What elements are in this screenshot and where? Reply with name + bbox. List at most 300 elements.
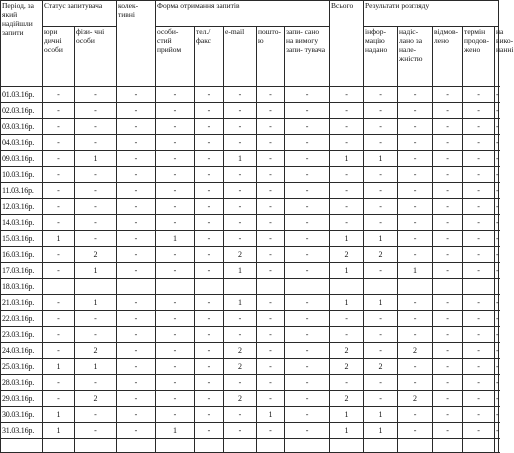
row-value-cell: 2 [330,359,364,375]
row-value-cell: - [156,183,195,199]
row-value-cell: 1 [330,231,364,247]
row-value-cell: - [117,263,156,279]
row-value-cell: - [257,247,285,263]
row-value-cell: - [257,263,285,279]
row-value-cell: - [285,343,330,359]
row-value-cell: 1 [156,231,195,247]
row-value-cell: - [364,215,398,231]
row-value-cell: - [433,263,463,279]
row-value-cell: - [117,119,156,135]
row-value-cell: - [495,87,499,103]
row-date: 30.03.16р. [1,407,43,423]
row-value-cell: - [330,119,364,135]
row-value-cell: - [43,263,75,279]
row-value-cell: 2 [330,247,364,263]
row-value-cell: - [117,183,156,199]
row-value-cell: - [495,247,499,263]
row-value-cell: - [257,311,285,327]
row-value-cell: - [195,311,224,327]
row-value-cell [364,279,398,295]
row-value-cell: - [364,183,398,199]
row-value-cell: - [117,391,156,407]
row-value-cell [398,279,433,295]
header-total: Всього [330,1,364,87]
row-value-cell: - [195,295,224,311]
row-value-cell: - [257,231,285,247]
row-value-cell: - [285,391,330,407]
table-row [1,375,499,391]
row-value-cell: - [495,199,499,215]
row-value-cell: - [43,87,75,103]
row-value-cell: - [398,311,433,327]
row-value-cell: - [117,151,156,167]
row-value-cell [463,279,495,295]
row-value-cell: - [495,407,499,423]
row-value-cell: - [117,311,156,327]
table-row [1,311,499,327]
row-date: 10.03.16р. [1,167,43,183]
row-value-cell: - [195,263,224,279]
table-row [1,263,499,279]
row-value-cell: - [398,103,433,119]
row-value-cell: 1 [43,407,75,423]
row-value-cell: - [257,87,285,103]
table-row [1,183,499,199]
header-referred: надіс- лано за нале- жністю [398,27,433,87]
row-value-cell: - [75,103,117,119]
row-value-cell: - [433,311,463,327]
row-value-cell: - [156,295,195,311]
row-value-cell: 1 [75,359,117,375]
table-row [1,151,499,167]
row-value-cell: - [433,231,463,247]
row-value-cell: - [285,407,330,423]
row-value-cell: - [195,167,224,183]
row-value-cell: - [117,87,156,103]
header-collective: колек- тивні [117,1,156,87]
row-value-cell: - [495,103,499,119]
row-value-cell: - [463,215,495,231]
row-value-cell: - [195,359,224,375]
row-value-cell: - [43,151,75,167]
row-value-cell: - [43,343,75,359]
header-refused: відмов- лено [433,27,463,87]
row-value-cell: - [433,135,463,151]
row-value-cell: - [257,151,285,167]
row-value-cell [433,279,463,295]
header-info-provided: інфор- мацію надано [364,27,398,87]
row-value-cell: - [117,295,156,311]
empty-cell [75,439,117,453]
row-value-cell: - [117,327,156,343]
row-value-cell: 1 [43,423,75,439]
row-value-cell: - [495,295,499,311]
table-row [1,423,499,439]
row-value-cell: 1 [257,407,285,423]
row-value-cell: - [398,151,433,167]
row-value-cell: - [195,151,224,167]
row-value-cell: - [495,135,499,151]
header-email: e-mail [224,27,257,87]
row-value-cell: - [195,247,224,263]
table-row [1,295,499,311]
row-value-cell: 1 [364,295,398,311]
row-value-cell: - [224,215,257,231]
row-value-cell: - [463,183,495,199]
row-value-cell: - [285,263,330,279]
table-body [1,87,499,453]
row-value-cell: - [285,295,330,311]
row-value-cell: - [75,375,117,391]
row-value-cell: - [495,183,499,199]
row-value-cell: - [463,359,495,375]
header-tel-fax: тел./ факс [195,27,224,87]
row-value-cell: - [463,247,495,263]
row-value-cell: - [433,151,463,167]
table-row [1,119,499,135]
row-value-cell: - [433,327,463,343]
row-value-cell: - [330,183,364,199]
empty-cell [156,439,195,453]
empty-cell [433,439,463,453]
row-value-cell: - [330,375,364,391]
row-value-cell: 1 [330,263,364,279]
row-value-cell: 2 [330,391,364,407]
row-value-cell: - [75,135,117,151]
row-value-cell: - [433,87,463,103]
row-value-cell: - [285,135,330,151]
row-value-cell: - [463,311,495,327]
row-value-cell: - [364,119,398,135]
row-value-cell: - [75,87,117,103]
header-personal-reception: особи- стий прийом [156,27,195,87]
row-value-cell: - [330,327,364,343]
table-row [1,103,499,119]
row-value-cell: 1 [364,407,398,423]
row-value-cell: - [156,391,195,407]
row-value-cell: - [257,375,285,391]
row-value-cell: 2 [75,343,117,359]
table-row [1,87,499,103]
row-value-cell: - [285,215,330,231]
row-value-cell: - [75,183,117,199]
row-value-cell: - [43,215,75,231]
row-value-cell: - [330,87,364,103]
row-date: 28.03.16р. [1,375,43,391]
row-value-cell: 2 [330,343,364,359]
row-value-cell: - [364,343,398,359]
row-date: 17.03.16р. [1,263,43,279]
row-value-cell: - [75,311,117,327]
row-value-cell: - [433,199,463,215]
row-value-cell: - [75,215,117,231]
row-value-cell: - [285,199,330,215]
row-value-cell: 1 [330,295,364,311]
row-value-cell [330,279,364,295]
row-value-cell: - [463,87,495,103]
header-in-progress: на вико- нанні [495,27,499,87]
row-value-cell: 2 [224,343,257,359]
row-value-cell: - [364,199,398,215]
row-value-cell: 1 [398,263,433,279]
row-date: 02.03.16р. [1,103,43,119]
row-value-cell [156,279,195,295]
row-value-cell: - [330,167,364,183]
row-value-cell: - [224,327,257,343]
row-value-cell: 1 [75,151,117,167]
row-value-cell: - [495,391,499,407]
row-value-cell: - [398,359,433,375]
header-post: пошто- ю [257,27,285,87]
table-row [1,343,499,359]
row-value-cell: - [257,343,285,359]
row-value-cell: - [495,375,499,391]
row-value-cell: - [117,343,156,359]
row-date: 31.03.16р. [1,423,43,439]
empty-cell [1,439,43,453]
row-value-cell: - [75,199,117,215]
row-value-cell: - [156,263,195,279]
row-value-cell: - [285,151,330,167]
row-date: 22.03.16р. [1,311,43,327]
row-value-cell: - [398,327,433,343]
row-value-cell: - [364,263,398,279]
row-value-cell: - [398,87,433,103]
row-value-cell: - [330,199,364,215]
header-status: Статус запитувача [43,1,117,27]
row-value-cell: - [433,103,463,119]
row-value-cell: - [398,167,433,183]
row-value-cell: - [117,215,156,231]
row-value-cell: 1 [224,151,257,167]
row-value-cell: - [75,167,117,183]
row-value-cell: - [364,375,398,391]
row-value-cell: - [433,343,463,359]
empty-cell [398,439,433,453]
row-value-cell: - [495,231,499,247]
row-value-cell: - [117,103,156,119]
row-value-cell [195,279,224,295]
table-row [1,199,499,215]
row-value-cell: - [257,295,285,311]
row-value-cell: - [195,343,224,359]
row-value-cell: 1 [330,151,364,167]
row-value-cell: - [495,119,499,135]
row-date: 04.03.16р. [1,135,43,151]
row-value-cell: - [156,103,195,119]
row-value-cell: - [433,375,463,391]
row-value-cell: 1 [330,407,364,423]
row-value-cell: - [463,151,495,167]
row-value-cell: - [224,135,257,151]
empty-cell [224,439,257,453]
row-value-cell: - [43,167,75,183]
row-value-cell: - [495,423,499,439]
row-value-cell: - [463,135,495,151]
row-value-cell: - [156,247,195,263]
row-date: 18.03.16р. [1,279,43,295]
row-value-cell: - [43,327,75,343]
row-value-cell: - [43,247,75,263]
row-value-cell: - [75,231,117,247]
row-value-cell: 2 [224,247,257,263]
row-value-cell: - [224,87,257,103]
row-value-cell: - [495,311,499,327]
row-value-cell: 1 [43,231,75,247]
row-value-cell: - [398,295,433,311]
row-value-cell: - [463,327,495,343]
empty-cell [330,439,364,453]
row-date: 09.03.16р. [1,151,43,167]
row-value-cell: - [285,359,330,375]
row-value-cell: - [433,359,463,375]
row-value-cell: - [75,327,117,343]
row-value-cell: - [463,375,495,391]
row-date: 16.03.16р. [1,247,43,263]
row-value-cell: - [285,167,330,183]
row-value-cell: - [433,247,463,263]
row-value-cell: - [364,167,398,183]
row-date: 01.03.16р. [1,87,43,103]
row-value-cell: - [195,231,224,247]
row-value-cell: - [398,423,433,439]
row-value-cell: - [433,423,463,439]
table-row [1,359,499,375]
row-value-cell: - [398,135,433,151]
row-date: 11.03.16р. [1,183,43,199]
row-value-cell: - [43,311,75,327]
row-value-cell: - [195,375,224,391]
table-row [1,391,499,407]
row-value-cell: - [117,167,156,183]
row-value-cell: - [117,199,156,215]
row-value-cell: - [398,119,433,135]
row-value-cell [257,279,285,295]
row-value-cell: - [495,167,499,183]
row-value-cell: 1 [330,423,364,439]
row-value-cell: - [195,215,224,231]
row-value-cell: - [224,199,257,215]
header-form: Форма отримання запитів [156,1,330,27]
table-row [1,279,499,295]
row-value-cell: 1 [75,263,117,279]
row-value-cell: - [257,391,285,407]
empty-cell [495,439,499,453]
row-value-cell [224,279,257,295]
table-row [1,167,499,183]
row-value-cell: 1 [364,151,398,167]
row-value-cell: - [433,183,463,199]
row-value-cell: - [117,423,156,439]
row-value-cell: - [43,295,75,311]
row-value-cell: - [463,103,495,119]
row-value-cell: 1 [156,423,195,439]
table-row [1,327,499,343]
row-value-cell: - [463,407,495,423]
row-value-cell: - [43,391,75,407]
row-value-cell: - [195,183,224,199]
row-value-cell: - [156,375,195,391]
row-value-cell: - [495,343,499,359]
row-value-cell: - [43,199,75,215]
row-value-cell: - [257,327,285,343]
row-value-cell: - [364,327,398,343]
row-value-cell: - [257,423,285,439]
header-written-on-request: запи- сано на вимогу запи- тувача [285,27,330,87]
row-value-cell: - [463,263,495,279]
row-value-cell: - [433,407,463,423]
row-value-cell: 1 [224,263,257,279]
row-value-cell: - [285,423,330,439]
table-row [1,215,499,231]
row-value-cell: - [364,87,398,103]
row-value-cell: - [398,247,433,263]
row-value-cell: - [433,391,463,407]
empty-cell [117,439,156,453]
row-value-cell: 1 [75,295,117,311]
row-value-cell: - [433,167,463,183]
row-value-cell: - [195,391,224,407]
row-value-cell: - [117,247,156,263]
row-value-cell: - [257,119,285,135]
row-value-cell: - [364,311,398,327]
row-value-cell: - [156,119,195,135]
row-value-cell: - [398,183,433,199]
row-value-cell: - [463,167,495,183]
empty-cell [195,439,224,453]
row-value-cell: - [330,103,364,119]
row-value-cell: - [156,311,195,327]
row-value-cell: - [433,295,463,311]
row-value-cell [43,279,75,295]
row-value-cell: - [257,167,285,183]
row-value-cell: - [156,215,195,231]
row-value-cell: 2 [224,359,257,375]
row-value-cell: - [463,391,495,407]
row-value-cell [285,279,330,295]
row-value-cell: - [156,343,195,359]
row-date: 03.03.16р. [1,119,43,135]
row-value-cell: - [156,151,195,167]
row-value-cell: 1 [364,231,398,247]
row-value-cell: - [195,87,224,103]
row-date: 23.03.16р. [1,327,43,343]
row-value-cell: - [495,263,499,279]
row-value-cell: 2 [364,359,398,375]
row-value-cell: - [224,183,257,199]
row-value-cell: - [285,119,330,135]
row-value-cell: - [43,183,75,199]
row-value-cell: - [495,151,499,167]
header-legal-entities: юри дичні особи [43,27,75,87]
table-row [1,247,499,263]
row-value-cell: - [285,375,330,391]
row-value-cell: - [117,375,156,391]
row-value-cell: - [285,103,330,119]
row-value-cell: - [75,407,117,423]
row-value-cell: - [117,135,156,151]
header-period: Період, за який надійшли запити [1,1,43,87]
row-value-cell: - [43,375,75,391]
row-value-cell: - [195,423,224,439]
row-value-cell: - [224,375,257,391]
empty-cell [285,439,330,453]
empty-row [1,439,499,453]
row-value-cell: - [117,231,156,247]
row-value-cell: - [257,183,285,199]
row-value-cell: - [330,135,364,151]
row-value-cell: - [364,135,398,151]
